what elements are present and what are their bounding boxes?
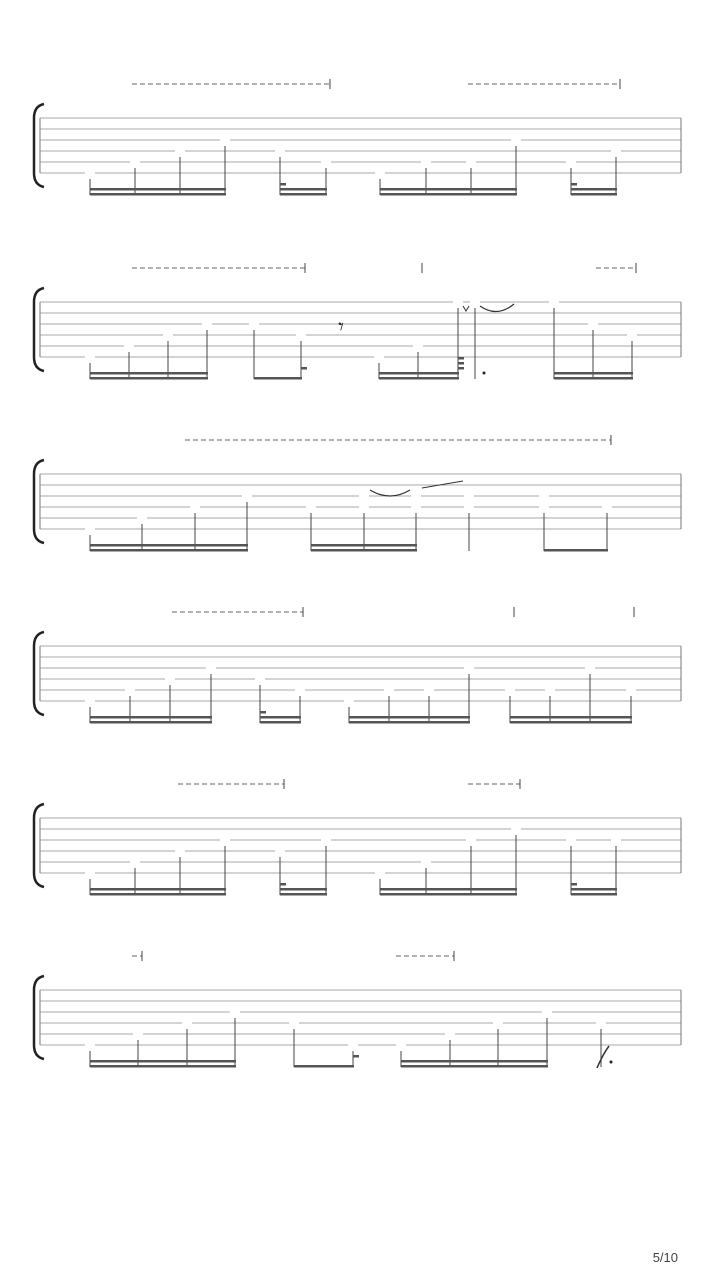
system-bracket — [34, 804, 44, 887]
fret-mask — [130, 855, 140, 868]
fret-mask — [275, 844, 285, 857]
fret-mask — [375, 166, 385, 179]
fret-mask — [85, 166, 95, 179]
partial-beam — [280, 183, 286, 186]
fret-mask — [545, 683, 555, 696]
fret-mask — [165, 672, 175, 685]
fret-mask — [163, 328, 173, 341]
beam — [294, 1065, 354, 1068]
beam — [311, 549, 417, 552]
fret-mask — [588, 317, 598, 330]
fret-mask — [255, 672, 265, 685]
partial-beam — [458, 362, 464, 365]
fret-mask — [242, 489, 252, 502]
beam — [90, 1065, 236, 1068]
fret-mask — [596, 1016, 606, 1029]
fret-mask — [359, 500, 369, 513]
fret-mask — [206, 661, 216, 674]
beam — [380, 888, 517, 891]
beam — [554, 372, 633, 375]
fret-mask — [470, 295, 480, 308]
fret-mask — [125, 683, 135, 696]
system-bracket — [34, 632, 44, 715]
beam — [90, 893, 226, 896]
beam — [401, 1060, 548, 1063]
fret-mask — [585, 661, 595, 674]
fret-mask — [85, 1038, 95, 1051]
fret-mask — [374, 350, 384, 363]
fret-mask — [493, 1016, 503, 1029]
fret-mask — [348, 1038, 358, 1051]
dot-mark — [610, 1061, 613, 1064]
beam — [571, 188, 617, 191]
beam — [280, 188, 327, 191]
partial-beam — [260, 711, 266, 714]
fret-mask — [413, 339, 423, 352]
fret-mask — [230, 1005, 240, 1018]
fret-mask — [175, 144, 185, 157]
beam — [90, 549, 248, 552]
fret-mask — [182, 1016, 192, 1029]
fret-mask — [175, 844, 185, 857]
fret-mask — [464, 661, 474, 674]
system-bracket — [34, 104, 44, 187]
fret-mask — [602, 500, 612, 513]
fret-mask — [321, 833, 331, 846]
fret-mask — [344, 694, 354, 707]
page-number: 5/10 — [652, 1250, 678, 1265]
fret-mask — [130, 155, 140, 168]
fret-mask — [549, 295, 559, 308]
partial-beam — [301, 367, 307, 370]
fret-mask — [85, 350, 95, 363]
fret-mask — [275, 144, 285, 157]
partial-beam — [458, 367, 464, 370]
beam — [90, 372, 208, 375]
fret-mask — [539, 500, 549, 513]
beam — [260, 721, 301, 724]
fret-mask — [453, 295, 463, 308]
fret-mask — [566, 833, 576, 846]
fret-mask — [511, 133, 521, 146]
fret-mask — [220, 133, 230, 146]
partial-beam — [571, 183, 577, 186]
beam — [90, 544, 248, 547]
fret-mask — [611, 833, 621, 846]
beam — [280, 193, 327, 196]
beam — [380, 893, 517, 896]
fret-mask — [190, 500, 200, 513]
tie-curve — [370, 490, 410, 496]
beam — [544, 549, 608, 552]
beam — [90, 377, 208, 380]
partial-beam — [280, 883, 286, 886]
beam — [90, 188, 226, 191]
fret-mask — [295, 683, 305, 696]
beam — [90, 1060, 236, 1063]
system-bracket — [34, 976, 44, 1059]
fret-mask — [611, 144, 621, 157]
beam — [90, 721, 212, 724]
fret-mask — [321, 155, 331, 168]
partial-beam — [571, 883, 577, 886]
partial-beam — [353, 1055, 359, 1058]
beam — [90, 888, 226, 891]
beam — [90, 716, 212, 719]
fret-mask — [85, 866, 95, 879]
fret-mask — [85, 694, 95, 707]
fret-mask — [289, 1016, 299, 1029]
partial-beam — [458, 357, 464, 360]
fret-mask — [249, 317, 259, 330]
beam — [379, 372, 459, 375]
fret-mask — [137, 511, 147, 524]
system-bracket — [34, 460, 44, 543]
beam — [379, 377, 459, 380]
bend-mark — [463, 306, 469, 311]
beam — [90, 193, 226, 196]
note-flag — [597, 1046, 609, 1068]
beam — [380, 188, 517, 191]
beam — [510, 716, 632, 719]
fret-mask — [384, 683, 394, 696]
fret-mask — [445, 1027, 455, 1040]
fret-mask — [542, 1005, 552, 1018]
eighth-rest-icon: 𝄾 — [338, 314, 344, 339]
fret-mask — [133, 1027, 143, 1040]
beam — [311, 544, 417, 547]
fret-mask — [466, 155, 476, 168]
fret-mask — [466, 833, 476, 846]
fret-mask — [396, 1038, 406, 1051]
fret-mask — [421, 855, 431, 868]
fret-mask — [202, 317, 212, 330]
fret-mask — [85, 522, 95, 535]
beam — [349, 721, 470, 724]
fret-mask — [220, 833, 230, 846]
dot-mark — [483, 372, 486, 375]
beam — [554, 377, 633, 380]
fret-mask — [421, 155, 431, 168]
beam — [571, 193, 617, 196]
fret-mask — [511, 822, 521, 835]
fret-mask — [505, 683, 515, 696]
tie-curve — [480, 304, 514, 312]
fret-mask — [411, 500, 421, 513]
fret-mask — [566, 155, 576, 168]
beam — [260, 716, 301, 719]
fret-mask — [306, 500, 316, 513]
beam — [349, 716, 470, 719]
beam — [280, 893, 327, 896]
beam — [510, 721, 632, 724]
beam — [401, 1065, 548, 1068]
beam — [254, 377, 302, 380]
fret-mask — [375, 866, 385, 879]
fret-mask — [124, 339, 134, 352]
beam — [571, 893, 617, 896]
beam — [280, 888, 327, 891]
fret-mask — [424, 683, 434, 696]
fret-mask — [627, 328, 637, 341]
fret-mask — [626, 683, 636, 696]
beam — [571, 888, 617, 891]
system-bracket — [34, 288, 44, 371]
beam — [380, 193, 517, 196]
fret-mask — [296, 328, 306, 341]
fret-mask — [464, 500, 474, 513]
